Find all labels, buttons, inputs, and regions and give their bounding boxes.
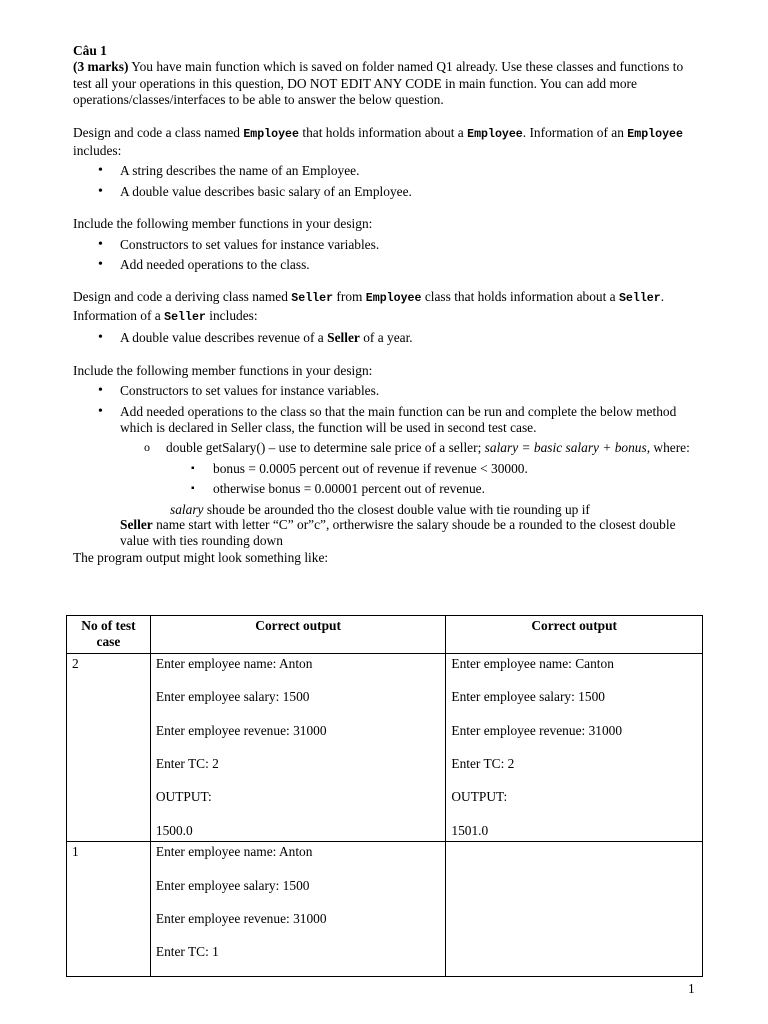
page-number: 1 <box>688 981 695 996</box>
output-cell: Enter employee name: Anton Enter employee salary: 1500 Enter employee revenue: 31000 Enter TC: 2 OUTPUT: 1500.0 <box>150 653 446 841</box>
employee-functions-list <box>73 237 703 274</box>
bonus-rule: ▪ otherwise bonus = 0.00001 percent out of revenue. <box>73 481 703 497</box>
seller-functions-list <box>73 383 703 436</box>
list-item: • A double value describes revenue of a Seller of a year. <box>73 330 703 346</box>
question-intro: (3 marks) You have main function which is saved on folder named Q1 already. Use these classes and functions to test all your operations in this question, DO NOT EDIT ANY CODE in main function. You can add more operations/classes/interfaces to be able to answer the below question. <box>73 59 684 108</box>
rounding-rule-continued: Seller name start with letter “C” or”c”, ortherwisre the salary shoude be a rounded to the closest double value with ties rounding down <box>120 516 676 549</box>
header-correct-output: Correct output <box>446 616 703 654</box>
employee-include-heading: Include the following member functions in your design: <box>73 216 373 232</box>
test-case-number: 1 <box>67 842 151 977</box>
table-header-row <box>67 616 703 654</box>
list-item: • A double value describes basic salary of an Employee. <box>73 184 703 200</box>
list-item: • Constructors to set values for instance variables. <box>73 237 703 253</box>
list-item: • A string describes the name of an Employee. <box>73 163 703 179</box>
list-item: • Constructors to set values for instance variables. <box>73 383 703 399</box>
header-test-case: No of test case <box>67 616 151 654</box>
get-salary-method: o double getSalary() – use to determine sale price of a seller; salary = basic salary + bonus, where: <box>73 440 703 456</box>
employee-design-paragraph: Design and code a class named Employee that holds information about a Employee. Information of an Employee includes: <box>73 124 683 159</box>
output-table <box>66 615 703 977</box>
output-cell: Enter employee name: Anton Enter employee salary: 1500 Enter employee revenue: 31000 Enter TC: 1 <box>150 842 446 977</box>
seller-fields-list <box>73 330 703 346</box>
code-employee: Employee <box>243 127 299 141</box>
output-cell: Enter employee name: Canton Enter employee salary: 1500 Enter employee revenue: 31000 Enter TC: 2 OUTPUT: 1501.0 <box>446 653 703 841</box>
bonus-rule: ▪ bonus = 0.0005 percent out of revenue if revenue < 30000. <box>73 461 703 477</box>
table-row <box>67 842 703 977</box>
list-item: • Add needed operations to the class so that the main function can be run and complete the below method which is declared in Seller class, the function will be used in second test case. <box>73 404 703 437</box>
seller-include-heading: Include the following member functions in your design: <box>73 362 373 378</box>
header-correct-output: Correct output <box>150 616 446 654</box>
output-cell-empty <box>446 842 703 977</box>
table-row <box>67 653 703 841</box>
list-item: • Add needed operations to the class. <box>73 257 703 273</box>
rounding-rule: salary shoude be arounded tho the closest double value with tie rounding up if <box>170 501 590 517</box>
test-case-number: 2 <box>67 653 151 841</box>
code-seller: Seller <box>291 292 334 306</box>
seller-design-paragraph: Design and code a deriving class named Seller from Employee class that holds information about a Seller. Information of a Seller includes: <box>73 289 665 324</box>
employee-fields-list <box>73 163 703 200</box>
document-body <box>73 43 703 566</box>
question-title: Câu 1 <box>73 43 107 58</box>
output-intro: The program output might look something like: <box>73 549 329 565</box>
